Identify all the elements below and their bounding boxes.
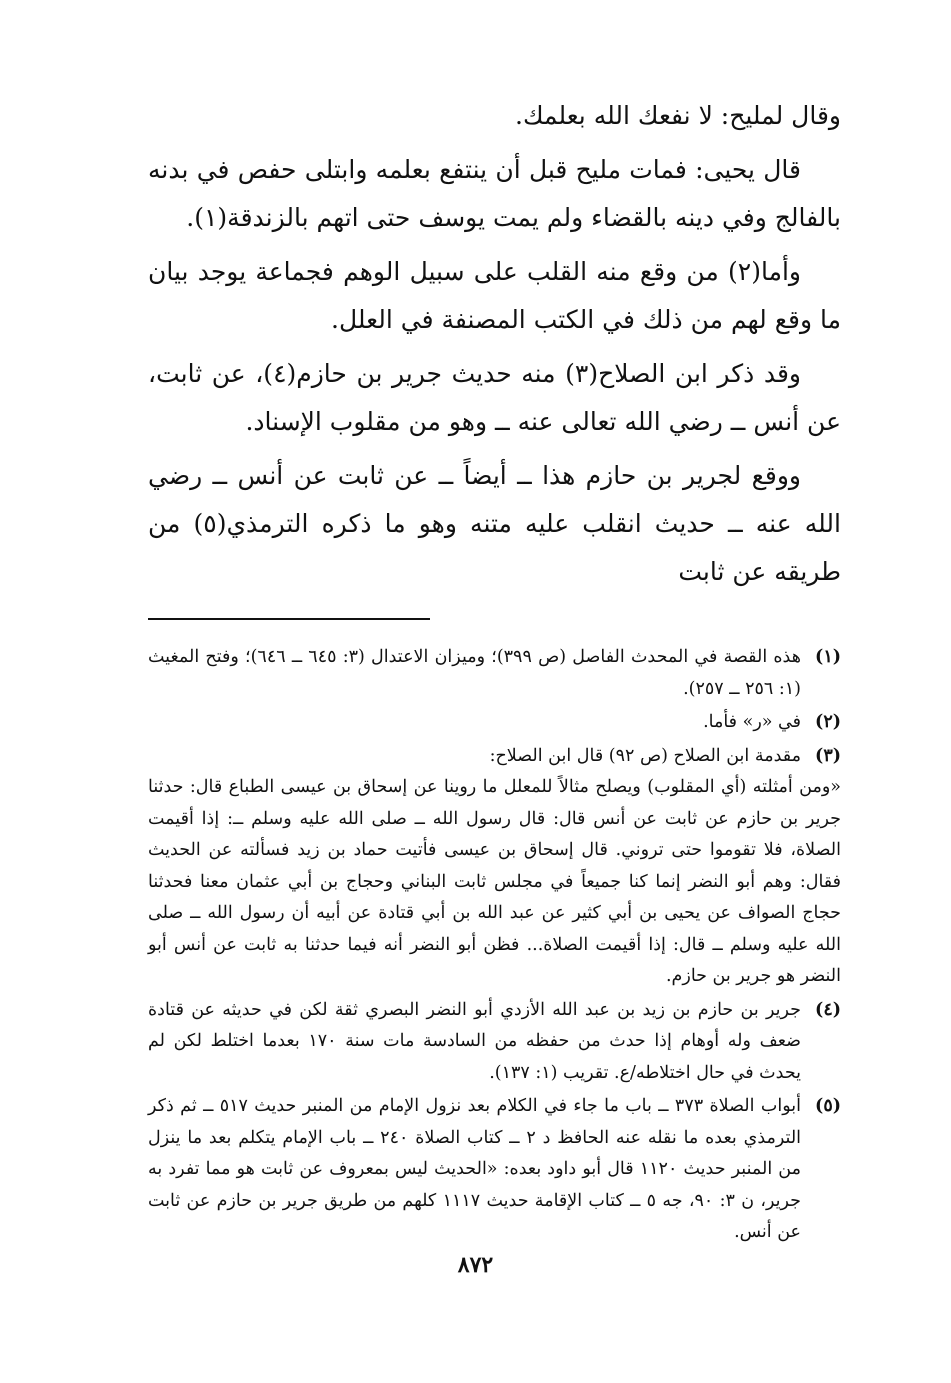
footnote-text: في «ر» فأما. (703, 712, 801, 732)
paragraph-5: ووقع لجرير بن حازم هذا ــ أيضاً ــ عن ثابت عن أنس ــ رضي الله عنه ــ حديث انقلب عليه متنه وهو ما ذكره الترمذي(٥) من طريقه عن ثابت (148, 461, 841, 586)
footnote (148, 707, 841, 739)
footnote-number: (١) (815, 647, 841, 667)
footnote-text: مقدمة ابن الصلاح (ص ٩٢) قال ابن الصلاح: (489, 745, 801, 766)
footnote-separator-wrap (148, 602, 841, 642)
footnote (148, 642, 841, 705)
footnote-text: هذه القصة في المحدث الفاصل (ص ٣٩٩)؛ وميزان الاعتدال (٣: ٦٤٥ ــ ٦٤٦)؛ وفتح المغيث (١: ٢٥٦ ــ ٢٥٧). (148, 647, 801, 699)
footnote (148, 995, 841, 1090)
footnote-number: (٢) (815, 712, 841, 732)
paragraph-3: وأما(٢) من وقع منه القلب على سبيل الوهم فجماعة يوجد بيان ما وقع لهم من ذلك في الكتب المصنفة في العلل. (148, 257, 841, 334)
paragraph-2: قال يحيى: فمات مليح قبل أن ينتفع بعلمه وابتلى حفص في بدنه بالفالج وفي دينه بالقضاء ولم يمت يوسف حتى اتهم بالزندقة(١). (148, 155, 841, 232)
footnote (148, 741, 841, 993)
footnote-separator (148, 618, 430, 620)
footnote-quote: «ومن أمثلته (أي المقلوب) ويصلح مثالاً للمعلل ما روينا عن إسحاق بن عيسى الطباع قال: حدثنا جرير بن حازم عن ثابت عن أنس قال: قال رسول الله ــ صلى الله عليه وسلم ــ: إذا أقيمت الصلاة، فلا تقوموا حتى تروني. قال إسحاق بن عيسى فأتيت حماد بن زيد فسألته عن الحديث فقال: وهم أبو النضر إنما كنا جميعاً في مجلس ثابت البناني وحجاج بن أبي عثمان معنا فحدثنا حجاج الصواف عن يحيى بن أبي كثير عن عبد الله بن أبي قتادة عن أبيه أن رسول الله ــ صلى الله عليه وسلم ــ قال: إذا أقيمت الصلاة... فظن أبو النضر أنه فيما حدثنا به ثابت عن أنس أبو النضر هو جرير بن حازم. (148, 777, 841, 986)
paragraph-4: وقد ذكر ابن الصلاح(٣) منه حديث جرير بن حازم(٤)، عن ثابت، عن أنس ــ رضي الله تعالى عنه ــ وهو من مقلوب الإسناد. (148, 359, 841, 436)
footnote-body (148, 741, 841, 993)
footnotes (148, 642, 841, 1249)
main-text (148, 92, 841, 596)
paragraph-1: وقال لمليح: لا نفعك الله بعلمك. (515, 101, 841, 130)
footnote-text: جرير بن حازم بن زيد بن عبد الله الأزدي أبو النضر البصري ثقة لكن في حديثه عن قتادة ضعف وله أوهام إذا حدث من حفظه من السادسة مات سنة ١٧٠ بعدما اختلط لكن لم يحدث في حال اختلاطه/ع. تقريب (١: ١٣٧). (148, 999, 802, 1083)
footnote (148, 1091, 841, 1249)
footnote-number: (٣) (815, 745, 841, 766)
footnote-number: (٤) (815, 999, 841, 1020)
footnote-number: (٥) (815, 1096, 841, 1116)
page-number: ٨٧٢ (457, 1252, 494, 1278)
footnote-text: أبواب الصلاة ٣٧٣ ــ باب ما جاء في الكلام بعد نزول الإمام من المنبر حديث ٥١٧ ــ ثم ذكر الترمذي بعده ما نقله عنه الحافظ د ٢ ــ كتاب الصلاة ٢٤٠ ــ باب الإمام يتكلم بعد ما ينزل من المنبر حديث ١١٢٠ قال أبو داود بعده: «الحديث ليس بمعروف عن ثابت هو مما تفرد به جرير، ن ٣: ٩٠، جه ٥ ــ كتاب الإقامة حديث ١١١٧ كلهم من طريق جرير بن حازم عن ثابت عن أنس. (148, 1096, 802, 1242)
